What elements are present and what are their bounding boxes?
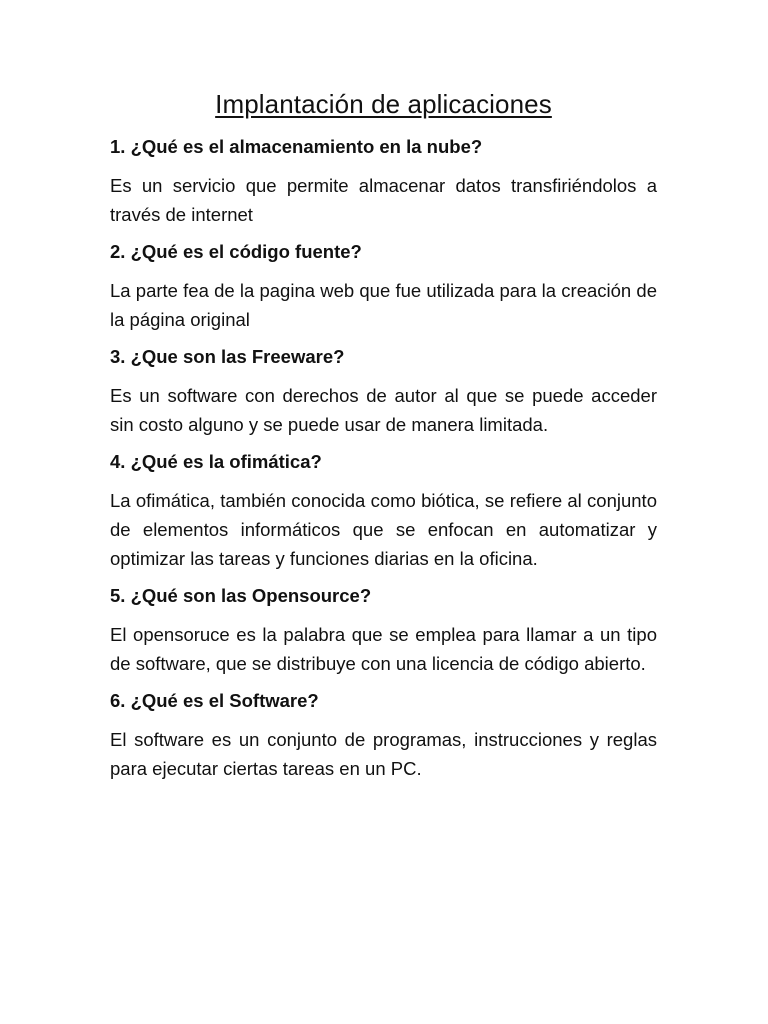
answer-5: El opensoruce es la palabra que se emplea para llamar a un tipo de software, que se distribuye con una licencia de código abierto. xyxy=(110,624,657,674)
answer-6: El software es un conjunto de programas, instrucciones y reglas para ejecutar ciertas tareas en un PC. xyxy=(110,729,657,779)
qa-item-5 xyxy=(110,582,657,678)
answer-1: Es un servicio que permite almacenar datos transfiriéndolos a través de internet xyxy=(110,175,657,225)
question-1: 1. ¿Qué es el almacenamiento en la nube? xyxy=(110,136,483,157)
answer-4: La ofimática, también conocida como biótica, se refiere al conjunto de elementos informáticos que se enfocan en automatizar y optimizar las tareas y funciones diarias en la oficina. xyxy=(110,490,657,569)
question-5: 5. ¿Qué son las Opensource? xyxy=(110,585,372,606)
qa-item-1 xyxy=(110,133,657,229)
question-2: 2. ¿Qué es el código fuente? xyxy=(110,241,362,262)
question-6: 6. ¿Qué es el Software? xyxy=(110,690,319,711)
answer-3: Es un software con derechos de autor al que se puede acceder sin costo alguno y se puede usar de manera limitada. xyxy=(110,385,657,435)
answer-2: La parte fea de la pagina web que fue utilizada para la creación de la página original xyxy=(110,280,657,330)
qa-item-4 xyxy=(110,448,657,573)
document-title: Implantación de aplicaciones xyxy=(215,89,552,119)
document-page xyxy=(110,84,657,792)
qa-item-3 xyxy=(110,343,657,439)
question-3: 3. ¿Que son las Freeware? xyxy=(110,346,345,367)
qa-item-2 xyxy=(110,238,657,334)
qa-item-6 xyxy=(110,687,657,783)
question-4: 4. ¿Qué es la ofimática? xyxy=(110,451,322,472)
